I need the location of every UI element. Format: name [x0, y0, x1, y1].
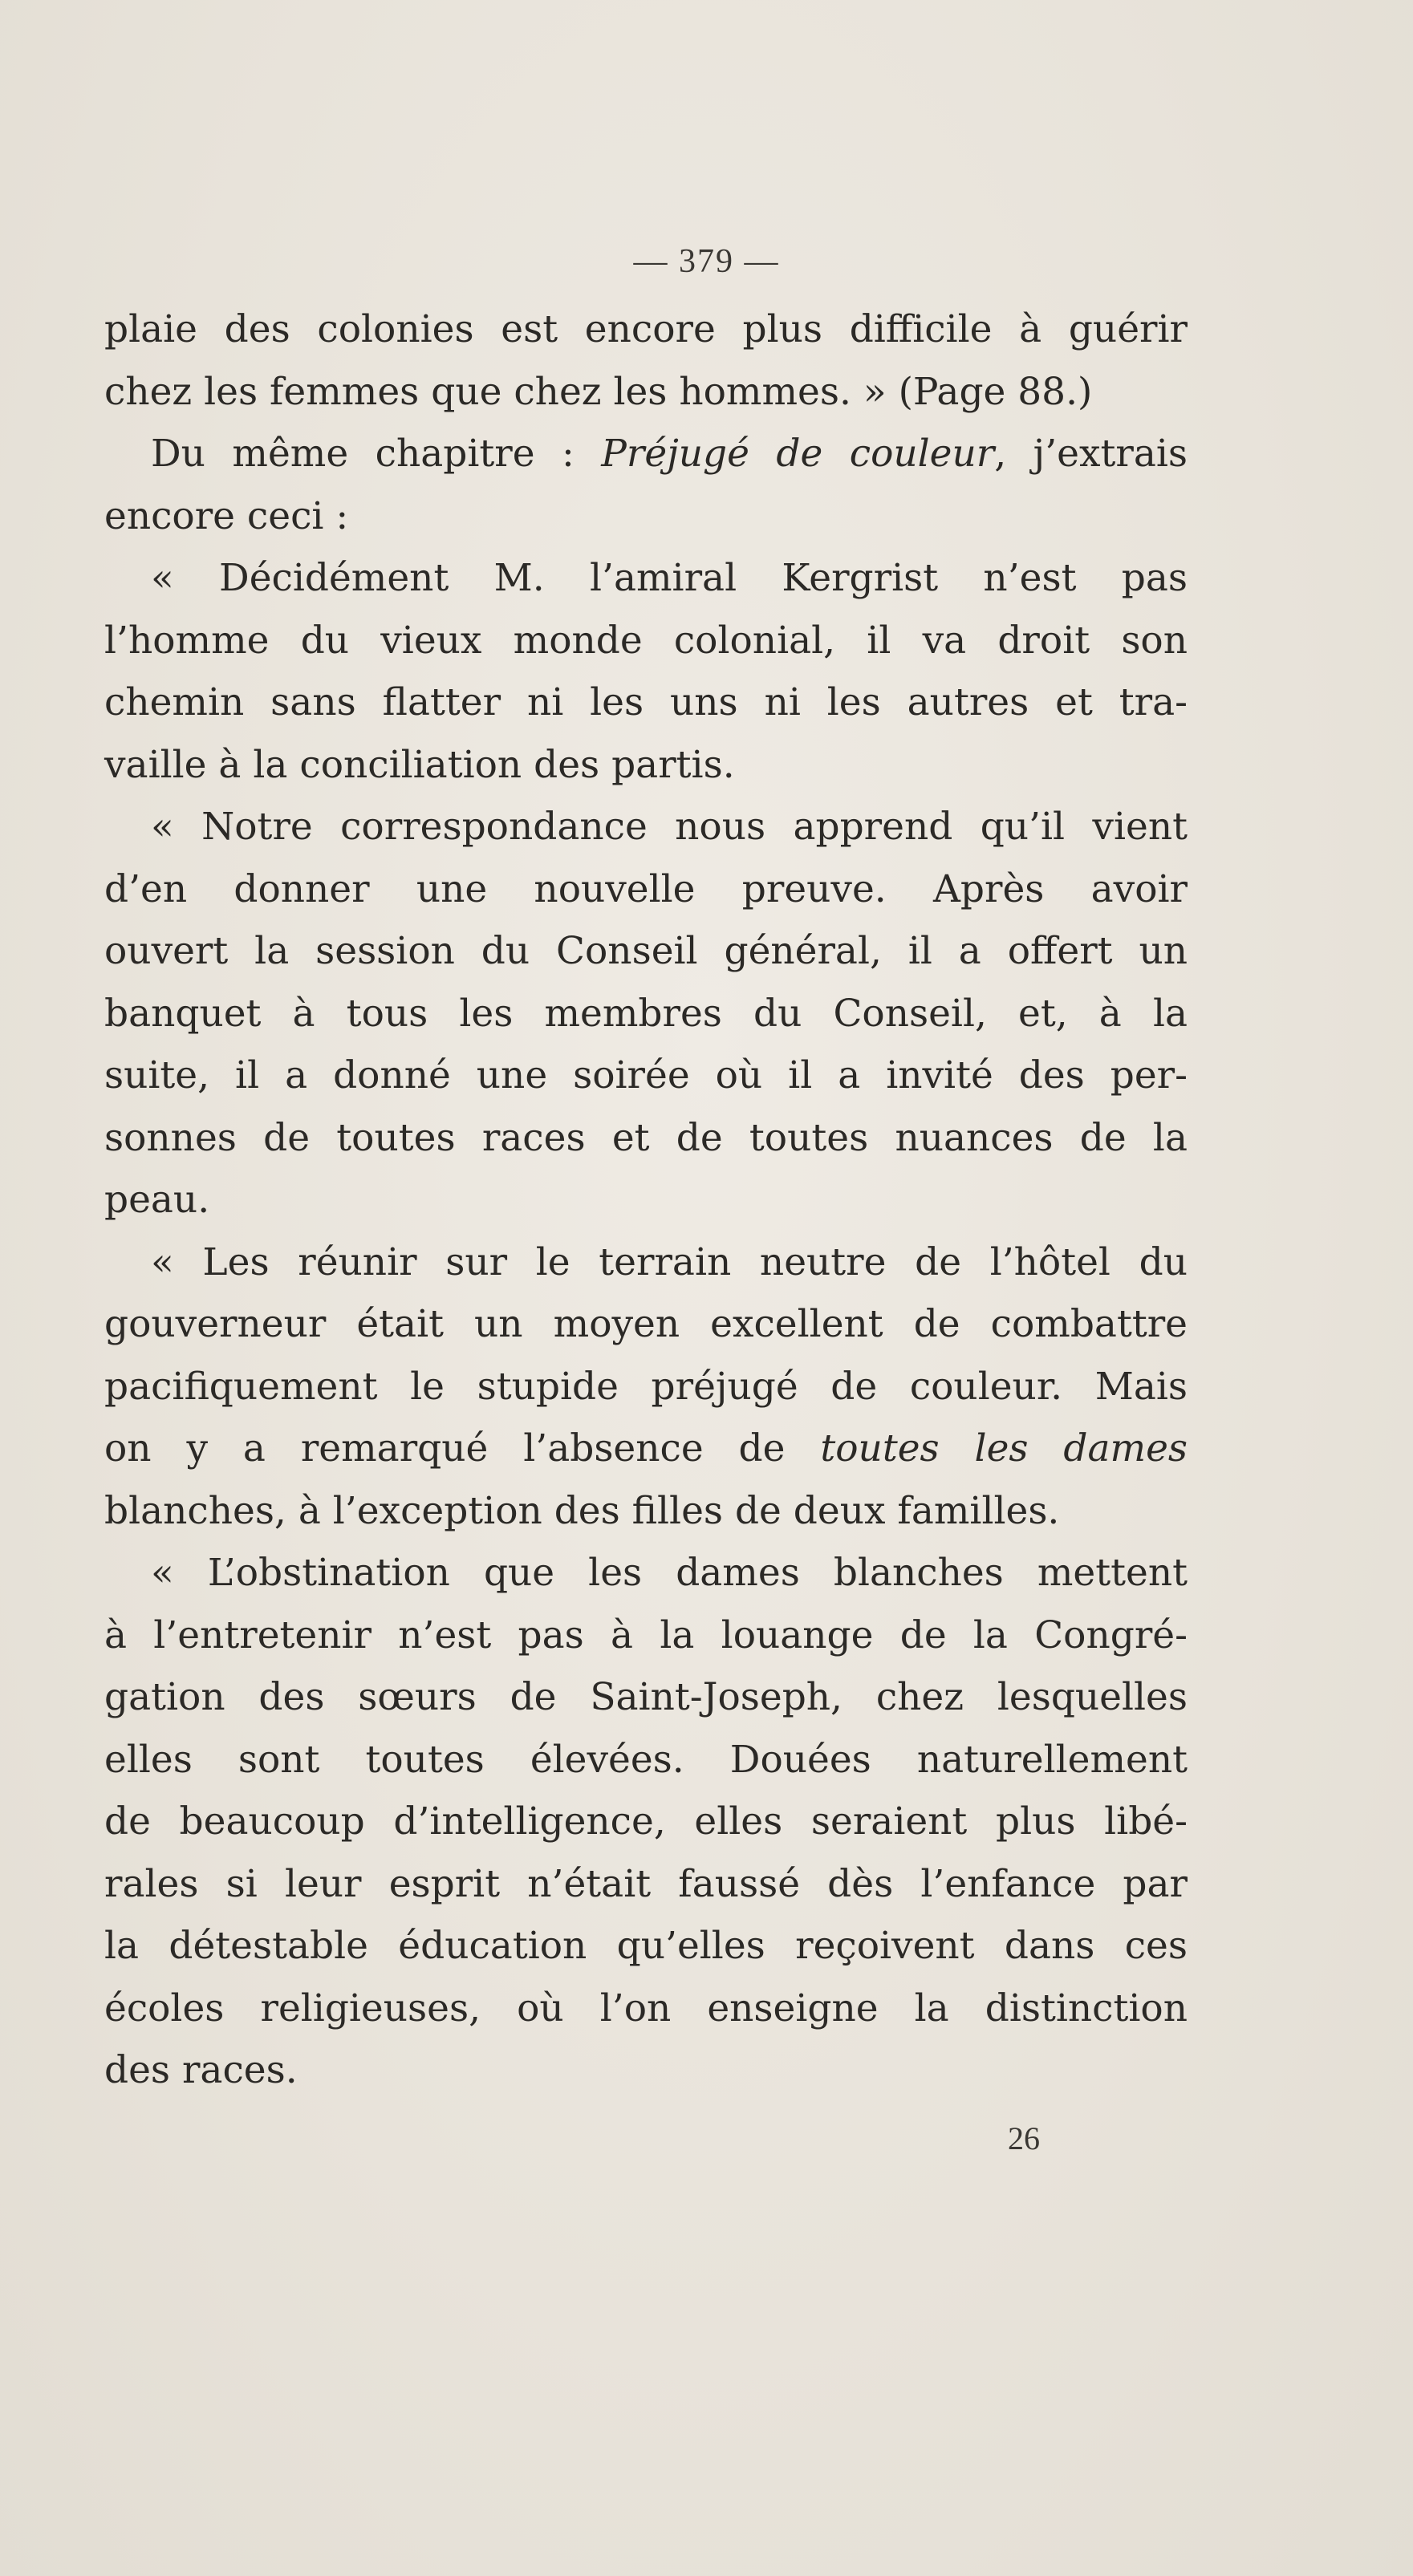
text-line: suite, il a donné une soirée où il a invité des per-: [104, 1053, 1188, 1097]
italic-title: Préjugé de couleur: [601, 432, 995, 476]
text-line: de beaucoup d’intelligence, elles seraient plus libé-: [104, 1799, 1188, 1844]
text-line: gation des sœurs de Saint-Joseph, chez lesquelles: [104, 1675, 1188, 1719]
text-line: elles sont toutes élevées. Douées naturellement: [104, 1737, 1188, 1782]
text-line: « L’obstination que les dames blanches mettent: [151, 1551, 1188, 1595]
text-line: [104, 1418, 1188, 1480]
text-line: sonnes de toutes races et de toutes nuances de la: [104, 1115, 1188, 1160]
text-line: « Notre correspondance nous apprend qu’il vient: [151, 805, 1188, 849]
text-line: [104, 423, 1188, 485]
text-line: peau.: [104, 1178, 210, 1222]
text-line: plaie des colonies est encore plus difficile à guérir: [104, 307, 1188, 351]
text-line: rales si leur esprit n’était faussé dès l’enfance par: [104, 1861, 1188, 1906]
text-span: Du même chapitre :: [151, 432, 602, 476]
text-line: vaille à la conciliation des partis.: [104, 742, 735, 787]
body-text: [104, 298, 1188, 2102]
text-line: ouvert la session du Conseil général, il a offert un: [104, 929, 1188, 973]
italic-emphasis: toutes les dames: [820, 1426, 1188, 1471]
text-line: d’en donner une nouvelle preuve. Après avoir: [104, 866, 1188, 911]
text-line: des races.: [104, 2048, 298, 2092]
text-span: on y a remarqué l’absence de: [104, 1426, 821, 1471]
text-line: gouverneur était un moyen excellent de combattre: [104, 1302, 1188, 1346]
text-line: la détestable éducation qu’elles reçoivent dans ces: [104, 1924, 1188, 1968]
text-line: banquet à tous les membres du Conseil, et, à la: [104, 991, 1188, 1036]
text-line: encore ceci :: [104, 493, 349, 538]
text-line: « Les réunir sur le terrain neutre de l’hôtel du: [151, 1239, 1188, 1284]
text-line: l’homme du vieux monde colonial, il va droit son: [104, 618, 1188, 663]
text-line: « Décidément M. l’amiral Kergrist n’est pas: [151, 556, 1188, 600]
text-span: , j’extrais: [994, 432, 1188, 476]
text-line: à l’entretenir n’est pas à la louange de la Congré-: [104, 1613, 1188, 1657]
text-line: pacifiquement le stupide préjugé de couleur. Mais: [104, 1364, 1188, 1409]
text-line: blanches, à l’exception des filles de deux familles.: [104, 1488, 1060, 1533]
signature-mark: 26: [1008, 2120, 1040, 2156]
page-number: — 379 —: [633, 243, 780, 280]
text-line: chemin sans flatter ni les uns ni les autres et tra-: [104, 680, 1188, 724]
text-line: chez les femmes que chez les hommes. » (Page 88.): [104, 369, 1093, 414]
text-line: écoles religieuses, où l’on enseigne la distinction: [104, 1986, 1188, 2030]
